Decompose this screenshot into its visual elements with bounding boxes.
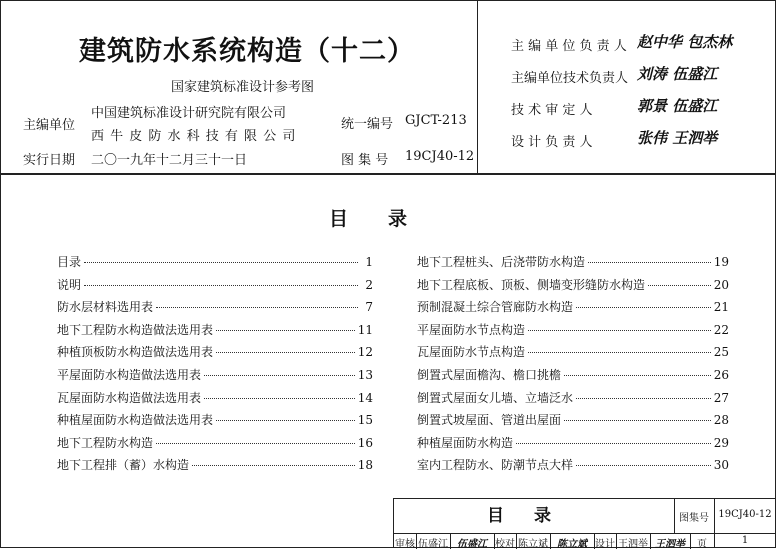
atlas-no-label: 图 集 号 — [341, 153, 389, 168]
reviewer-name: 伍盛江 — [418, 539, 448, 550]
toc-entry-page: 27 — [713, 390, 729, 405]
toc-entry-title: 地下工程防水构造 — [57, 435, 154, 450]
toc-entry-page: 21 — [713, 300, 729, 315]
toc-title: 目录 — [328, 208, 447, 230]
unified-no: GJCT-213 — [405, 113, 467, 128]
title-block — [393, 498, 776, 548]
toc-entry[interactable] — [57, 411, 373, 434]
review-label: 审核 — [395, 539, 415, 550]
atlas-subtitle: 国家建筑标准设计参考图 — [171, 80, 315, 95]
toc-entry-title: 防水层材料选用表 — [57, 300, 154, 315]
role-tech-chief: 主编单位技术负责人 — [511, 71, 629, 86]
toc-entry-page: 19 — [713, 255, 729, 269]
toc-entry-title: 目录 — [57, 255, 82, 269]
toc-leader-dots — [216, 420, 355, 421]
toc-entry-title: 瓦屋面防水节点构造 — [417, 345, 526, 360]
toc-entry[interactable] — [57, 434, 373, 457]
atlas-info — [1, 1, 478, 173]
toc-entry-page: 22 — [713, 322, 729, 337]
toc-entry-page: 26 — [713, 367, 729, 382]
toc-leader-dots — [516, 443, 711, 444]
toc-entry[interactable] — [417, 456, 729, 479]
toc-entry[interactable] — [417, 276, 729, 299]
editor-unit-label: 主编单位 — [23, 118, 76, 133]
design-label: 设计 — [595, 539, 615, 550]
toc-entry[interactable] — [417, 343, 729, 366]
signature-tech-review: 郭景 伍盛江 — [637, 97, 718, 115]
toc-entry[interactable] — [417, 253, 729, 276]
toc-entry[interactable] — [417, 366, 729, 389]
toc-entry-page: 20 — [713, 277, 729, 292]
signature-tech-chief: 刘涛 伍盛江 — [637, 65, 718, 83]
toc-entry-title: 种植屋面防水构造做法选用表 — [57, 413, 214, 428]
designer-name: 王泗举 — [618, 539, 648, 550]
toc-entry-title: 地下工程排（蓄）水构造 — [57, 458, 190, 473]
toc-entry[interactable] — [417, 389, 729, 412]
toc-entry-page: 16 — [357, 435, 373, 450]
toc-entry-title: 平屋面防水构造做法选用表 — [57, 367, 202, 382]
designer-signature: 王泗举 — [655, 539, 685, 550]
toc-entry[interactable] — [57, 321, 373, 344]
toc-entry-title: 说明 — [57, 277, 82, 292]
toc-leader-dots — [576, 307, 711, 308]
title-block-title: 目录 — [394, 499, 675, 534]
toc-leader-dots — [192, 465, 355, 466]
toc-entry-title: 瓦屋面防水构造做法选用表 — [57, 390, 202, 405]
toc-entry-page: 14 — [357, 390, 373, 405]
atlas-no: 19CJ40-12 — [405, 149, 475, 164]
toc-entry-page: 11 — [357, 322, 373, 337]
editor-unit-1: 中国建筑标准设计研究院有限公司 — [91, 106, 287, 121]
checker-signature: 陈立斌 — [557, 539, 587, 550]
toc-entry[interactable] — [57, 298, 373, 321]
effective-date: 二〇一九年十二月三十一日 — [91, 153, 248, 168]
toc-entry[interactable] — [417, 321, 729, 344]
toc-entry-title: 种植顶板防水构造做法选用表 — [57, 345, 214, 360]
toc-leader-dots — [576, 398, 711, 399]
toc-entry-title: 倒置式屋面女儿墙、立墙泛水 — [417, 390, 574, 405]
toc-entry-page: 12 — [357, 345, 373, 360]
toc-leader-dots — [84, 262, 358, 263]
atlas-title: 建筑防水系统构造（十二） — [79, 36, 415, 67]
toc-entry-page: 13 — [357, 367, 373, 382]
toc-leader-dots — [564, 375, 711, 376]
toc-entry-title: 预制混凝土综合管廊防水构造 — [417, 300, 574, 315]
toc-right-column — [417, 253, 729, 479]
editor-unit-2: 西 牛 皮 防 水 科 技 有 限 公 司 — [91, 129, 297, 144]
toc-entry-page: 1 — [365, 255, 373, 269]
toc-leader-dots — [204, 375, 355, 376]
toc-leader-dots — [528, 330, 711, 331]
toc-leader-dots — [648, 285, 711, 286]
signature-chief-unit: 赵中华 包杰林 — [637, 33, 733, 51]
signature-row — [394, 533, 776, 549]
toc-leader-dots — [156, 443, 355, 444]
toc-leader-dots — [564, 420, 711, 421]
toc-left-column — [57, 253, 373, 479]
toc-entry-page: 29 — [713, 435, 729, 450]
toc-entry-title: 平屋面防水节点构造 — [417, 322, 526, 337]
toc-entry[interactable] — [57, 389, 373, 412]
title-block-atlas-label: 图集号 — [679, 513, 709, 524]
reviewer-signature: 伍盛江 — [457, 539, 487, 550]
toc-entry-title: 室内工程防水、防潮节点大样 — [417, 458, 574, 473]
unified-no-label: 统一编号 — [341, 117, 394, 132]
toc-entry-page: 30 — [713, 458, 729, 473]
toc-leader-dots — [84, 285, 358, 286]
toc-entry[interactable] — [417, 411, 729, 434]
page-number: 1 — [741, 535, 749, 546]
toc-entry-title: 倒置式屋面檐沟、檐口挑檐 — [417, 367, 562, 382]
check-label: 校对 — [495, 539, 515, 550]
page-label: 页 — [697, 539, 707, 550]
toc-entry[interactable] — [57, 276, 373, 299]
toc-entry[interactable] — [417, 298, 729, 321]
toc-leader-dots — [204, 398, 355, 399]
toc-leader-dots — [576, 465, 711, 466]
role-design-lead: 设 计 负 责 人 — [511, 135, 593, 150]
toc-entry-title: 地下工程底板、顶板、侧墙变形缝防水构造 — [417, 277, 646, 292]
toc-entry-page: 2 — [365, 277, 373, 292]
checker-name: 陈立斌 — [518, 539, 548, 550]
toc-entry[interactable] — [57, 343, 373, 366]
toc-leader-dots — [216, 352, 355, 353]
toc-entry-title: 地下工程桩头、后浇带防水构造 — [417, 255, 586, 269]
toc-entry[interactable] — [57, 253, 373, 276]
toc-entry[interactable] — [57, 456, 373, 479]
toc-entry-page: 28 — [713, 413, 729, 428]
toc-entry-page: 15 — [357, 413, 373, 428]
toc-leader-dots — [216, 330, 355, 331]
toc-entry-title: 种植屋面防水构造 — [417, 435, 514, 450]
toc-leader-dots — [528, 352, 711, 353]
toc-entry-page: 25 — [713, 345, 729, 360]
toc-entry[interactable] — [57, 366, 373, 389]
toc-leader-dots — [588, 262, 711, 263]
role-tech-review: 技 术 审 定 人 — [511, 103, 593, 118]
header — [1, 1, 775, 175]
toc-entry-title: 地下工程防水构造做法选用表 — [57, 322, 214, 337]
toc-leader-dots — [156, 307, 358, 308]
role-chief-unit: 主 编 单 位 负 责 人 — [511, 39, 627, 54]
toc-entry[interactable] — [417, 434, 729, 457]
toc-entry-page: 18 — [357, 458, 373, 473]
toc-entry-page: 7 — [365, 300, 373, 315]
toc-entry-title: 倒置式坡屋面、管道出屋面 — [417, 413, 562, 428]
effective-date-label: 实行日期 — [23, 153, 76, 168]
signature-design-lead: 张伟 王泗举 — [637, 129, 718, 147]
title-block-atlas-no: 19CJ40-12 — [718, 509, 772, 520]
